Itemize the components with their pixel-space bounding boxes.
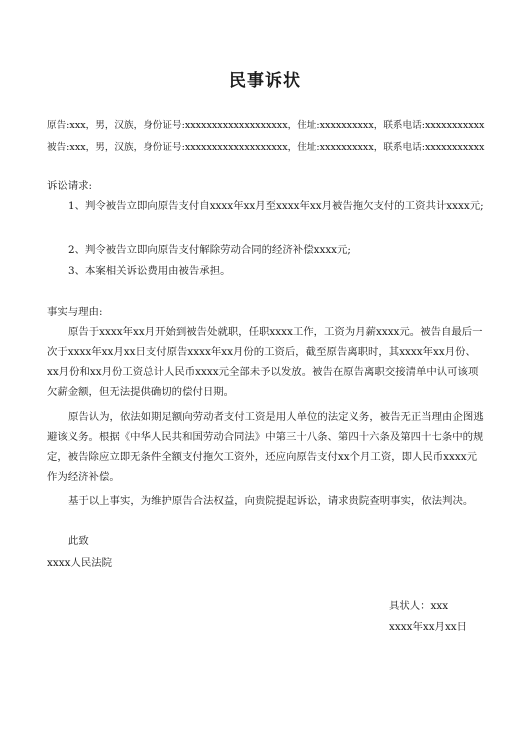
claim-item-1: 1、判令被告立即向原告支付自xxxx年xx月至xxxx年xx月被告拖欠支付的工资共计xxxx元; [68,200,484,212]
plaintiff-info: 原告:xxx，男，汉族，身份证号:xxxxxxxxxxxxxxxxxxx，住址:xxxxxxxxxx，联系电话:xxxxxxxxxxx [47,120,485,131]
document-title: 民事诉状 [229,71,301,91]
facts-paragraph-3: 基于以上事实，为维护原告合法权益，向贵院提起诉讼，请求贵院查明事实，依法判决。 [68,495,474,507]
claim-item-3: 3、本案相关诉讼费用由被告承担。 [68,265,231,277]
facts-heading: 事实与理由: [47,306,103,318]
claims-heading: 诉讼请求: [47,180,93,192]
defendant-info: 被告:xxx，男，汉族，身份证号:xxxxxxxxxxxxxxxxxxx，住址:xxxxxxxxxx，联系电话:xxxxxxxxxxx [47,142,485,153]
signer-line: 具状人：xxx [389,600,449,612]
facts-paragraph-1: 原告于xxxx年xx月开始到被告处就职，任职xxxx工作，工资为月薪xxxx元。被告自最后一次于xxxx年xx月xx日支付原告xxxx年xx月份的工资后，截至原告离职时，其xxxx年xx月份、xx月份和xx月份工资总计人民币xxxx元全部未予以发放。被告在原告离职交接清单中认可该项欠薪金额，但无法提供确切的偿付日期。 [47,326,483,398]
facts-paragraph-2: 原告认为，依法如期足额向劳动者支付工资是用人单位的法定义务，被告无正当理由企图逃避该义务。根据《中华人民共和国劳动合同法》中第三十八条、第四十六条及第四十七条中的规定，被告除应立即无条件全额支付拖欠工资外，还应向原告支付xx个月工资，即人民币xxxx元作为经济补偿。 [47,411,484,483]
court-name: xxxx人民法院 [47,557,113,569]
claim-item-2: 2、判令被告立即向原告支付解除劳动合同的经济补偿xxxx元; [68,244,351,256]
closing-salutation: 此致 [68,535,89,547]
document-date: xxxx年xx月xx日 [389,621,468,633]
